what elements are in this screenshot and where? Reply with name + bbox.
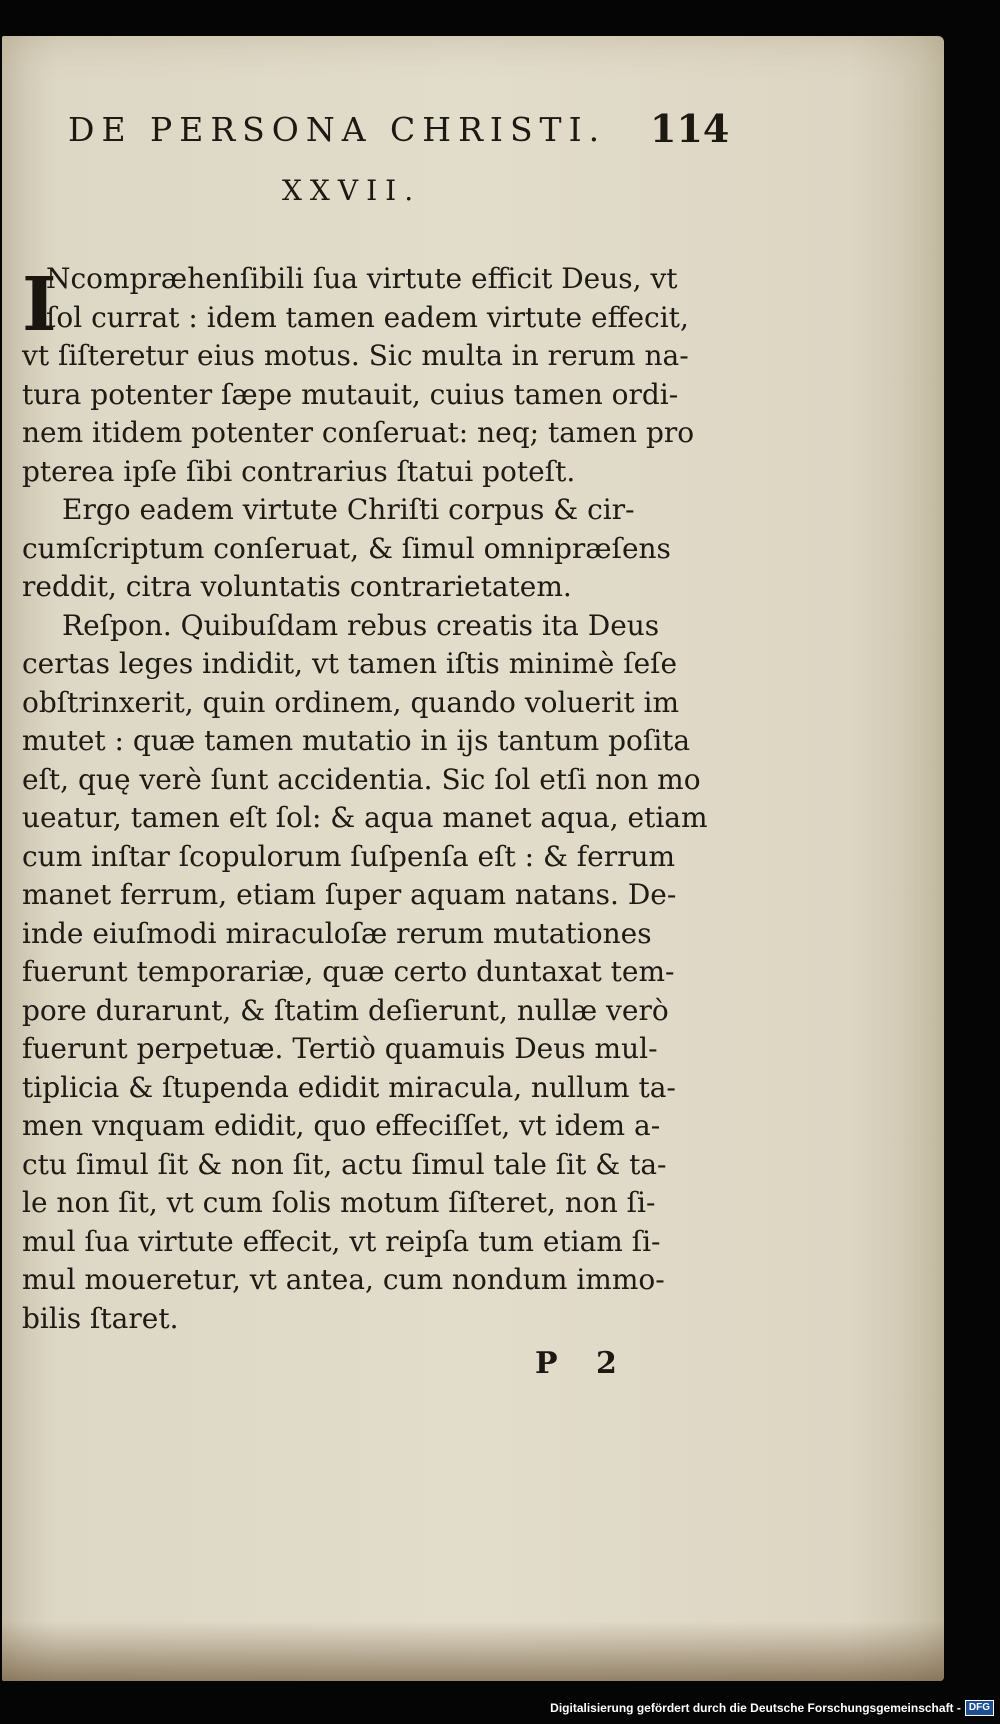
running-head: DE PERSONA CHRISTI.: [68, 110, 607, 149]
text-line: bilis ſtaret.: [22, 1301, 179, 1335]
digitization-credit: [550, 1698, 994, 1718]
text-line: mutet : quæ tamen mutatio in ijs tantum poſita: [22, 724, 691, 757]
page-stain: [2, 1621, 944, 1681]
text-line: fuerunt perpetuæ. Tertiò quamuis Deus mul-: [22, 1032, 658, 1065]
text-line: certas leges indidit, vt tamen iſtis minimè ſeſe: [22, 647, 678, 680]
text-line: mul ſua virtute effecit, vt reipſa tum etiam ſi-: [22, 1224, 661, 1258]
text-line: Reſpon. Quibuſdam rebus creatis ita Deus: [62, 608, 660, 642]
text-line: inde eiuſmodi miraculoſæ rerum mutationes: [22, 916, 652, 950]
text-line: men vnquam edidit, quo effeciſſet, vt idem a-: [22, 1109, 661, 1142]
text-line: fuerunt temporariæ, quæ certo duntaxat tem-: [22, 955, 675, 988]
text-line: ſol currat : idem tamen eadem virtute effecit,: [46, 300, 689, 334]
text-line: cum inſtar ſcopulorum ſuſpenſa eſt : & ferrum: [22, 839, 676, 873]
dfg-logo: DFG: [965, 1700, 994, 1716]
book-page: [2, 36, 944, 1681]
text-line: reddit, citra voluntatis contrarietatem.: [22, 570, 572, 603]
signature-mark: P 2: [535, 1346, 631, 1381]
text-line: eſt, quę verè ſunt accidentia. Sic ſol etſi non mo: [22, 762, 701, 796]
text-line: pore durarunt, & ſtatim deſierunt, nullæ verò: [22, 993, 669, 1027]
text-line: mul moueretur, vt antea, cum nondum immo-: [22, 1263, 665, 1296]
text-line: nem itidem potenter conſeruat: neq; tamen pro: [22, 416, 695, 449]
page-number: 114: [650, 106, 730, 151]
text-line: cumſcriptum conſeruat, & ſimul omnipræſens: [22, 531, 671, 565]
text-line: tiplicia & ſtupenda edidit miracula, nullum ta-: [22, 1070, 676, 1104]
text-line: pterea ipſe ſibi contrarius ſtatui poteſt.: [22, 454, 576, 488]
section-number: XXVII.: [282, 174, 422, 207]
text-line: ueatur, tamen eſt ſol: & aqua manet aqua, etiam: [22, 801, 708, 834]
text-line: ctu ſimul ſit & non ſit, actu ſimul tale ſit & ta-: [22, 1147, 667, 1181]
text-line: Ncomprӕhenſibili ſua virtute efficit Deus, vt: [46, 262, 678, 295]
text-line: tura potenter ſæpe mutauit, cuius tamen ordi-: [22, 377, 679, 411]
drop-cap: I: [22, 262, 57, 348]
text-line: vt ſiſteretur eius motus. Sic multa in rerum na-: [22, 339, 689, 372]
text-line: Ergo eadem virtute Chriſti corpus & cir-: [62, 493, 635, 526]
text-line: manet ferrum, etiam ſuper aquam natans. De-: [22, 878, 677, 911]
body-text: [22, 260, 712, 1338]
credit-text: Digitalisierung gefördert durch die Deutsche Forschungsgemeinschaft -: [550, 1701, 961, 1715]
text-line: obſtrinxerit, quin ordinem, quando voluerit im: [22, 685, 680, 719]
text-line: le non ſit, vt cum ſolis motum ſiſteret, non ſi-: [22, 1186, 656, 1219]
